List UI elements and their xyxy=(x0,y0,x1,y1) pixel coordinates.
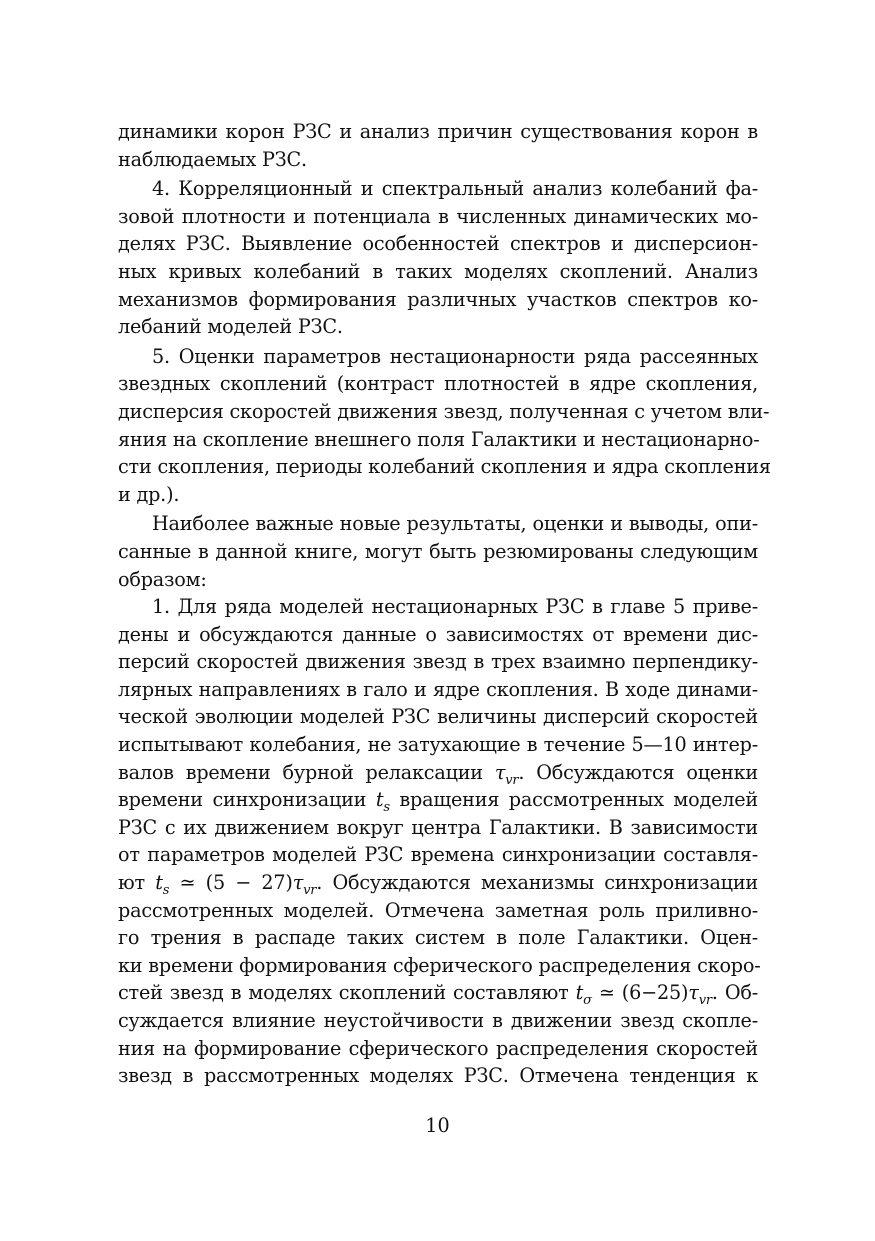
text-line: зовой плотности и потенциала в численных динамических мо- xyxy=(118,204,758,228)
text-line: делях РЗС. Выявление особенностей спектров и дисперсион- xyxy=(118,232,758,256)
text-line: звездных скоплений (контраст плотностей в ядре скопления, xyxy=(118,372,758,396)
text-line: валов времени бурной релаксации $\tau_{vr}$. Обсуждаются оценки xyxy=(118,760,758,788)
text-line: лебаний моделей РЗС. xyxy=(118,315,343,339)
text-line: стей звезд в моделях скоплений составляют $t_\sigma$ ≃ $(6-25)\tau_{vr}$. Об- xyxy=(118,981,758,1009)
text-line: и др.). xyxy=(118,482,180,506)
text-line: ческой эволюции моделей РЗС величины дисперсий скоростей xyxy=(118,705,758,729)
text-line: времени синхронизации $t_s$ вращения рассмотренных моделей xyxy=(118,788,758,816)
text-line: механизмов формирования различных участков спектров ко- xyxy=(118,287,758,311)
paragraph xyxy=(118,118,758,173)
text-line: дены и обсуждаются данные о зависимостях от времени дис- xyxy=(118,622,758,646)
text-line: динамики корон РЗС и анализ причин существования корон в xyxy=(118,120,758,143)
text-line: ют $t_s$ ≃ $(5 - 27)\tau_{vr}$. Обсуждаются механизмы синхронизации xyxy=(118,871,758,898)
text-line: Наиболее важные новые результаты, оценки и выводы, опи- xyxy=(152,512,758,536)
text-line: испытывают колебания, не затухающие в течение 5—10 интер- xyxy=(118,733,758,757)
text-line: го трения в распаде таких систем в поле Галактики. Оцен- xyxy=(118,926,758,950)
text-line: санные в данной книге, могут быть резюмированы следующим xyxy=(118,539,758,563)
text-line: суждается влияние неустойчивости в движении звезд скопле- xyxy=(118,1009,758,1032)
paragraph xyxy=(118,175,758,341)
page-number: 10 xyxy=(425,1114,450,1137)
text-line: ных кривых колебаний в таких моделях скоплений. Анализ xyxy=(118,259,758,283)
text-line: от параметров моделей РЗС времена синхронизации составля- xyxy=(118,843,758,867)
paragraph xyxy=(118,510,758,593)
text-line: сти скопления, периоды колебаний скопления и ядра скопления xyxy=(118,455,771,479)
text-line: РЗС с их движением вокруг центра Галактики. В зависимости xyxy=(118,815,758,839)
text-line: ки времени формирования сферического распределения скоро- xyxy=(118,953,761,977)
text-line: дисперсия скоростей движения звезд, полученная с учетом вли- xyxy=(118,399,770,423)
text-line: наблюдаемых РЗС. xyxy=(118,147,307,171)
text-line: звезд в рассмотренных моделях РЗС. Отмечена тенденция к xyxy=(118,1064,758,1088)
text-line: ния на формирование сферического распределения скоростей xyxy=(118,1036,758,1060)
text-line: 1. Для ряда моделей нестационарных РЗС в главе 5 приве- xyxy=(152,595,758,619)
text-line: 4. Корреляционный и спектральный анализ колебаний фа- xyxy=(152,177,758,201)
text-line: рассмотренных моделей. Отмечена заметная роль приливно- xyxy=(118,898,758,922)
text-line: образом: xyxy=(118,567,207,591)
text-line: персий скоростей движения звезд в трех взаимно перпендику- xyxy=(118,650,758,674)
text-line: 5. Оценки параметров нестационарности ряда рассеянных xyxy=(152,344,758,368)
paragraph xyxy=(118,593,761,1090)
text-line: яния на скопление внешнего поля Галактики и нестационарно- xyxy=(118,427,760,451)
page-body xyxy=(118,118,771,1090)
paragraph xyxy=(118,343,771,509)
text-line: лярных направлениях в гало и ядре скопления. В ходе динами- xyxy=(118,677,758,701)
